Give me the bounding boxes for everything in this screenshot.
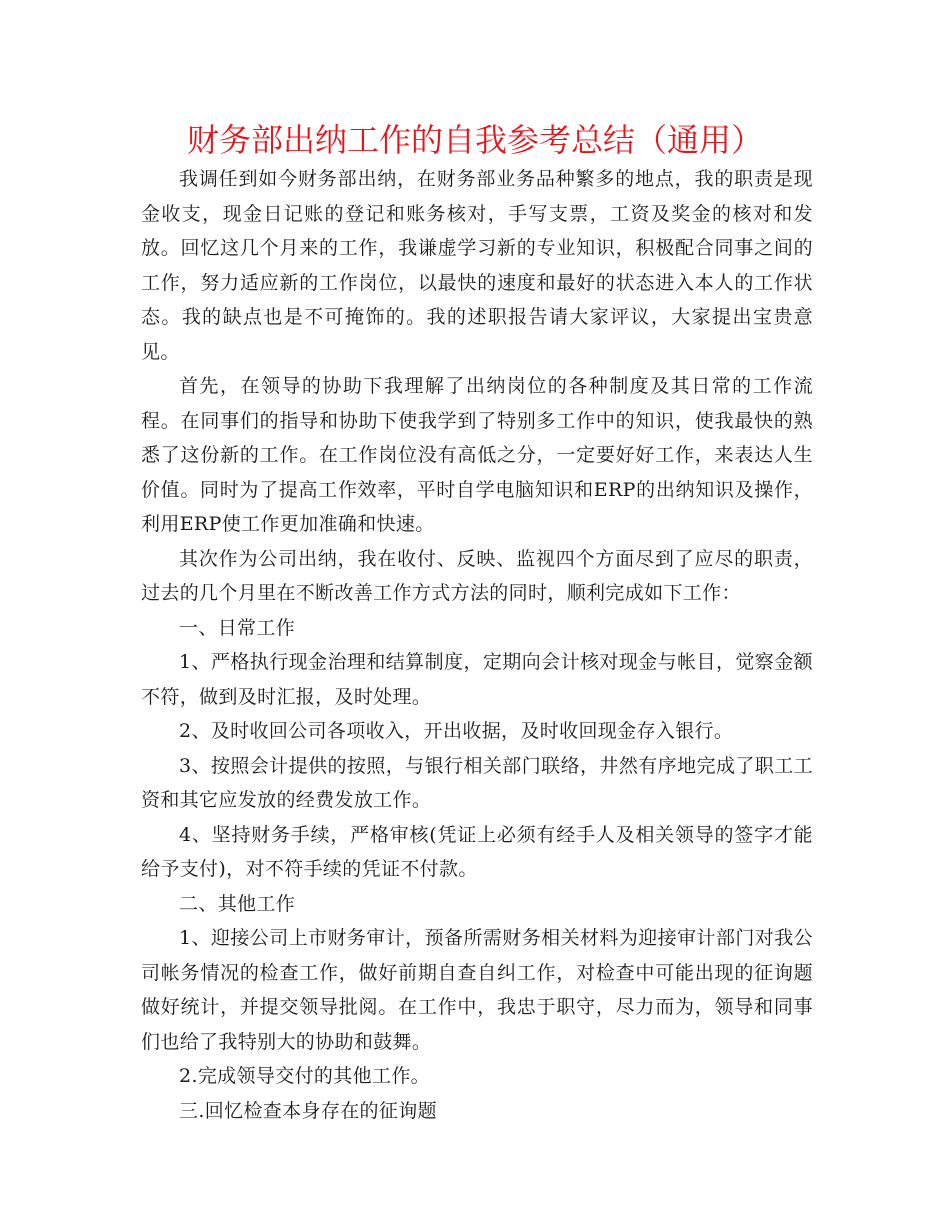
list-item: 2.完成领导交付的其他工作。 [179, 1065, 431, 1087]
document-body [141, 162, 813, 1128]
paragraph-intro: 我调任到如今财务部出纳，在财务部业务品种繁多的地点，我的职责是现金收支，现金日记账的登记和账务核对，手写支票，工资及奖金的核对和发放。回忆这几个月来的工作，我谦虚学习新的专业知识，积极配合同事之间的工作，努力适应新的工作岗位，以最快的速度和最好的状态进入本人的工作状态。我的缺点也是不可掩饰的。我的述职报告请大家评议，大家提出宝贵意见。 [141, 168, 813, 363]
list-item: 1、严格执行现金治理和结算制度，定期向会计核对现金与帐目，觉察金额不符，做到及时汇报，及时处理。 [141, 651, 813, 708]
list-item: 4、坚持财务手续，严格审核(凭证上必须有经手人及相关领导的签字才能给予支付)，对不符手续的凭证不付款。 [141, 823, 813, 880]
section-heading-review: 三.回忆检查本身存在的征询题 [179, 1099, 437, 1122]
paragraph-first: 首先，在领导的协助下我理解了出纳岗位的各种制度及其日常的工作流程。在同事们的指导和协助下使我学到了特别多工作中的知识，使我最快的熟悉了这份新的工作。在工作岗位没有高低之分，一定要好好工作，来表达人生价值。同时为了提高工作效率，平时自学电脑知识和ERP的出纳知识及操作，利用ERP使工作更加准确和快速。 [141, 375, 813, 535]
section-heading-daily-work: 一、日常工作 [179, 616, 296, 639]
document-title: 财务部出纳工作的自我参考总结（通用） [186, 121, 763, 159]
list-item: 2、及时收回公司各项收入，开出收据，及时收回现金存入银行。 [179, 720, 734, 742]
list-item: 3、按照会计提供的按照，与银行相关部门联络，井然有序地完成了职工工资和其它应发放的经费发放工作。 [141, 754, 813, 811]
paragraph-second: 其次作为公司出纳，我在收付、反映、监视四个方面尽到了应尽的职责，过去的几个月里在不断改善工作方式方法的同时，顺利完成如下工作： [141, 547, 813, 604]
list-item: 1、迎接公司上市财务审计，预备所需财务相关材料为迎接审计部门对我公司帐务情况的检查工作，做好前期自查自纠工作，对检查中可能出现的征询题做好统计，并提交领导批阅。在工作中，我忠于职守，尽力而为，领导和同事们也给了我特别大的协助和鼓舞。 [141, 927, 813, 1053]
section-heading-other-work: 二、其他工作 [179, 892, 296, 915]
